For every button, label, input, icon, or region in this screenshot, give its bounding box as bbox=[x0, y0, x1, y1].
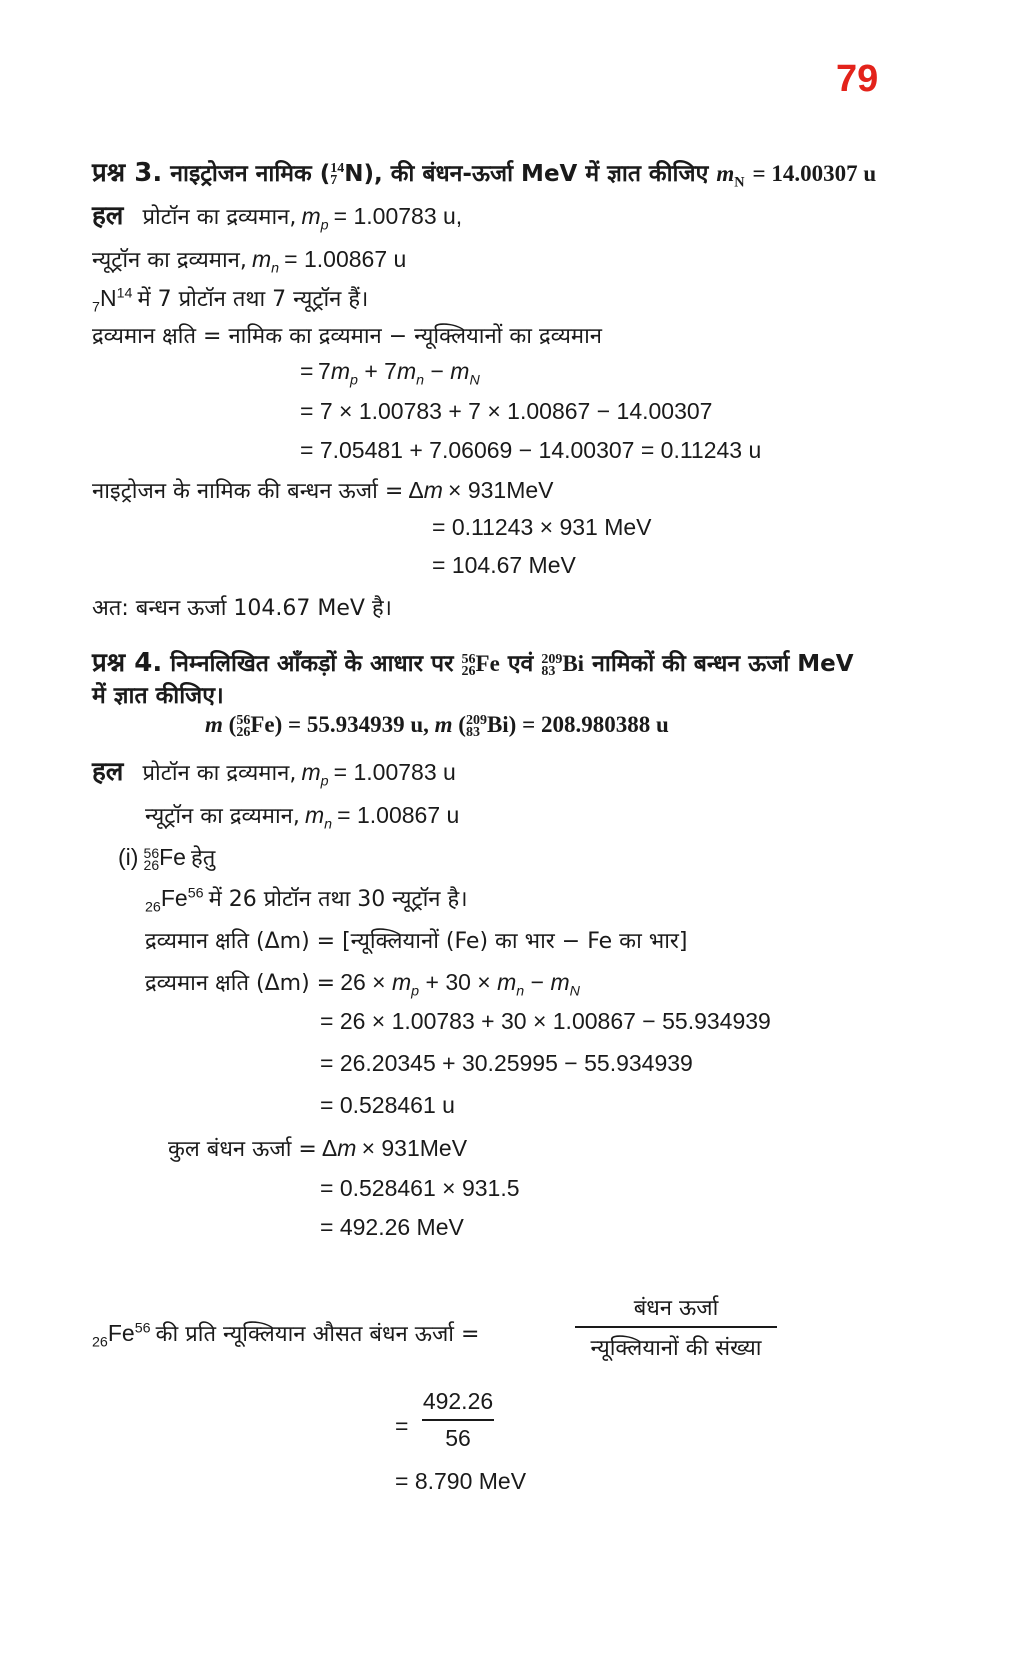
q4-part-i: (i) 56 26Fe हेतु bbox=[118, 844, 216, 873]
q4-solution-line-1: हल प्रोटॉन का द्रव्यमान, $m_p = 1.00783$ u bbox=[92, 757, 456, 790]
q3-be-label: नाइट्रोजन के नामिक की बन्धन ऊर्जा = bbox=[92, 479, 404, 504]
q4-value-equals: = bbox=[395, 1413, 409, 1439]
question-4-given-data: m (56 26Fe) = 55.934939 u, m (209 83 Bi) = 208.980388 u bbox=[205, 712, 669, 740]
question-3-label: प्रश्न 3. bbox=[92, 158, 163, 188]
fraction-bar bbox=[575, 1326, 777, 1328]
q4-content-line: $_{26}Fe^{56}$ में 26 प्रोटॉन तथा 30 न्यूट्रॉन है। bbox=[145, 885, 468, 916]
question-4-text-b: एवं bbox=[507, 651, 534, 677]
nitrogen-isotope-indices: 14 7 bbox=[330, 160, 345, 188]
q4-value-denominator: 56 bbox=[445, 1425, 471, 1451]
q4-hetu: हेतु bbox=[191, 846, 216, 871]
q3-hal-label: हल bbox=[92, 201, 124, 231]
q4-final-result: = 8.790 MeV bbox=[395, 1468, 527, 1494]
q4-defect-label: द्रव्यमान क्षति (Δm) = bbox=[145, 971, 336, 996]
question-3-given: = 14.00307 u bbox=[752, 161, 877, 186]
q3-be-result: = 104.67 MeV bbox=[432, 552, 576, 578]
q4-total-be-formula: × 931MeV bbox=[361, 1135, 468, 1161]
mass-nitrogen-symbol: $m_N$ bbox=[716, 161, 745, 191]
q3-proton-value: = 1.00783 u, bbox=[333, 203, 463, 229]
q4-proton-label: प्रोटॉन का द्रव्यमान, bbox=[142, 761, 297, 786]
q3-mass-defect-formula: = $7m_p + 7m_n - m_N$ bbox=[300, 358, 480, 389]
q4-bi-mass: = 208.980388 u bbox=[522, 712, 669, 737]
q4-be-result: = 492.26 MeV bbox=[320, 1214, 464, 1240]
q4-hal-label: हल bbox=[92, 757, 124, 787]
q4-fraction-numerator: बंधन ऊर्जा bbox=[633, 1296, 719, 1321]
q4-be-step: = 0.528461 × 931.5 bbox=[320, 1175, 520, 1201]
question-3-text-a: नाइट्रोजन नामिक ( bbox=[170, 161, 331, 187]
q4-total-be-label: कुल बंधन ऊर्जा = bbox=[168, 1137, 317, 1162]
q3-mass-defect-definition: द्रव्यमान क्षति = नामिक का द्रव्यमान − न्यूक्लियानों का द्रव्यमान bbox=[92, 324, 602, 349]
q4-fe-mass: = 55.934939 u, bbox=[287, 712, 429, 737]
q3-content-text: में 7 प्रोटॉन तथा 7 न्यूट्रॉन हैं। bbox=[137, 287, 369, 312]
q4-neutron-label: न्यूट्रॉन का द्रव्यमान, bbox=[145, 804, 300, 829]
q4-content-text: में 26 प्रोटॉन तथा 30 न्यूट्रॉन है। bbox=[208, 887, 468, 912]
q4-proton-value: = 1.00783 u bbox=[333, 759, 456, 785]
q4-fraction-denominator: न्यूक्लियानों की संख्या bbox=[590, 1336, 762, 1361]
q3-neutron-label: न्यूट्रॉन का द्रव्यमान, bbox=[92, 248, 247, 273]
q3-binding-energy-line: नाइट्रोजन के नामिक की बन्धन ऊर्जा = Δm × 931MeV bbox=[92, 477, 554, 504]
q4-defect-definition: द्रव्यमान क्षति (Δm) = [न्यूक्लियानों (Fe) का भार − Fe का भार] bbox=[145, 929, 688, 954]
q3-be-formula: × 931MeV bbox=[448, 477, 554, 503]
question-4-text-c: नामिकों की बन्धन ऊर्जा MeV bbox=[592, 651, 854, 677]
q4-total-be-line: कुल बंधन ऊर्जा = Δm × 931MeV bbox=[168, 1135, 468, 1162]
q3-step-3: = 7.05481 + 7.06069 − 14.00307 = 0.11243 u bbox=[300, 437, 762, 463]
page-number: 79 bbox=[836, 58, 879, 100]
question-3-heading bbox=[92, 153, 876, 192]
q4-step-2: = 26 × 1.00783 + 30 × 1.00867 − 55.934939 bbox=[320, 1008, 771, 1034]
q4-average-be-label: की प्रति न्यूक्लियान औसत बंधन ऊर्जा = bbox=[155, 1322, 480, 1347]
q4-neutron-value: = 1.00867 u bbox=[337, 802, 460, 828]
fraction-bar bbox=[422, 1419, 494, 1421]
q4-step-3: = 26.20345 + 30.25995 − 55.934939 bbox=[320, 1050, 693, 1076]
q3-solution-line-1: हल प्रोटॉन का द्रव्यमान, $m_p = 1.00783$ u, bbox=[92, 201, 463, 234]
q4-step-4: = 0.528461 u bbox=[320, 1092, 455, 1118]
q4-neutron-line: न्यूट्रॉन का द्रव्यमान, $m_n = 1.00867$ u bbox=[145, 802, 460, 833]
q4-defect-formula-line: द्रव्यमान क्षति $(\Delta m) = 26 \times m_p + 30 \times m_n - m_N$ bbox=[145, 969, 580, 1000]
q4-part-i-label: (i) bbox=[118, 844, 139, 870]
question-4-heading: प्रश्न 4. निम्नलिखित आँकड़ों के आधार पर 56 26Fe एवं 209 83 Bi नामिकों की बन्धन ऊर्जा MeV bbox=[92, 648, 854, 679]
q3-step-2: = 7 × 1.00783 + 7 × 1.00867 − 14.00307 bbox=[300, 398, 713, 424]
q4-binding-fraction bbox=[575, 1292, 777, 1362]
q3-neutron-line: न्यूट्रॉन का द्रव्यमान, $m_n = 1.00867$ u bbox=[92, 246, 407, 277]
question-3-text-b: N), की बंधन-ऊर्जा MeV में ज्ञात कीजिए bbox=[344, 161, 709, 187]
q3-proton-label: प्रोटॉन का द्रव्यमान, bbox=[142, 205, 297, 230]
q4-value-fraction bbox=[422, 1388, 494, 1452]
q3-conclusion: अत: बन्धन ऊर्जा 104.67 MeV है। bbox=[92, 596, 392, 621]
question-4-text-d: में ज्ञात कीजिए। bbox=[92, 683, 224, 709]
q4-value-numerator: 492.26 bbox=[422, 1388, 494, 1414]
question-4-text-a: निम्नलिखित आँकड़ों के आधार पर bbox=[170, 651, 454, 677]
question-4-label: प्रश्न 4. bbox=[92, 648, 163, 678]
q3-content-line: $_7N^{14}$ में 7 प्रोटॉन तथा 7 न्यूट्रॉन हैं। bbox=[92, 285, 369, 316]
q4-average-be-line: $_{26}Fe^{56}$ की प्रति न्यूक्लियान औसत बंधन ऊर्जा = bbox=[92, 1320, 480, 1351]
q3-be-step: = 0.11243 × 931 MeV bbox=[432, 514, 652, 540]
q3-neutron-value: = 1.00867 u bbox=[284, 246, 407, 272]
